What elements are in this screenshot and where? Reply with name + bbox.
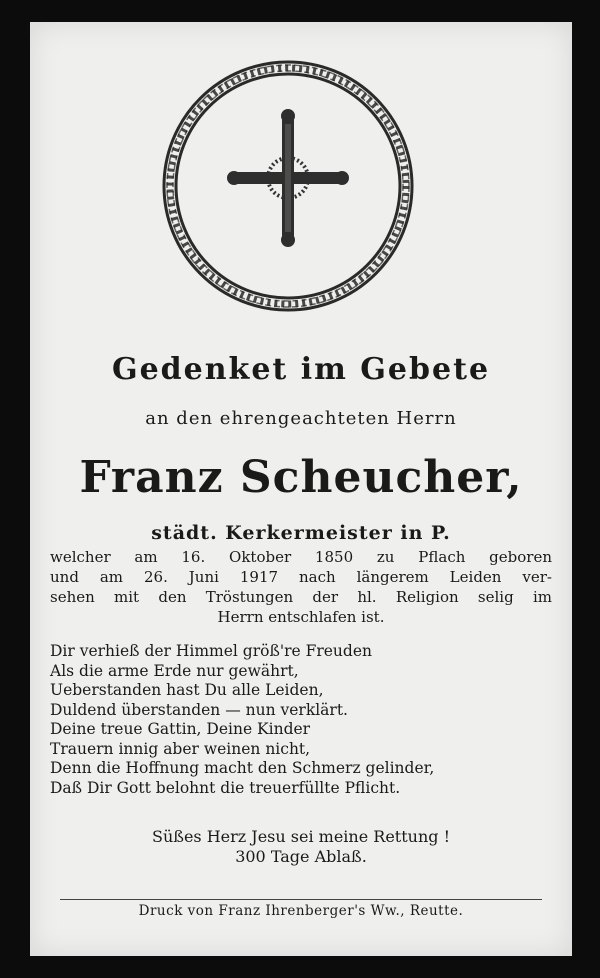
card-heading: Gedenket im Gebete [111, 352, 491, 387]
deceased-title: städt. Kerkermeister in P. [151, 522, 451, 544]
poem-line: Denn die Hoffnung macht den Schmerz gelinder, [50, 759, 435, 777]
poem-line: Deine treue Gattin, Deine Kinder [50, 720, 311, 738]
card-subheading: an den ehrengeachteten Herrn [145, 408, 457, 429]
memorial-poem [50, 642, 552, 798]
biography [50, 547, 552, 627]
poem-line: Dir verhieß der Himmel größ're Freuden [50, 642, 372, 660]
poem-line: Als die arme Erde nur gewährt, [50, 661, 299, 680]
cross-icon [227, 109, 349, 247]
poem-line: Ueberstanden hast Du alle Leiden, [50, 681, 324, 699]
indulgence-line: 300 Tage Ablaß. [235, 847, 367, 866]
bio-line: und am 26. Juni 1917 nach längerem Leiden ver- [50, 568, 552, 586]
cross-wreath-emblem [152, 50, 424, 322]
bio-line: Herrn entschlafen ist. [217, 608, 385, 626]
bio-line: welcher am 16. Oktober 1850 zu Pflach geboren [50, 548, 552, 566]
divider [60, 899, 542, 900]
printer-imprint: Druck von Franz Ihrenberger's Ww., Reutte. [138, 903, 464, 919]
poem-line: Duldend überstanden — nun verklärt. [50, 700, 348, 719]
bio-line: sehen mit den Tröstungen der hl. Religion selig im [50, 588, 552, 606]
memorial-card [30, 22, 572, 956]
prayer [30, 827, 572, 867]
deceased-name: Franz Scheucher, [79, 452, 523, 503]
poem-line: Trauern innig aber weinen nicht, [50, 739, 311, 758]
prayer-line: Süßes Herz Jesu sei meine Rettung ! [151, 827, 451, 846]
poem-line: Daß Dir Gott belohnt die treuerfüllte Pflicht. [50, 778, 401, 797]
